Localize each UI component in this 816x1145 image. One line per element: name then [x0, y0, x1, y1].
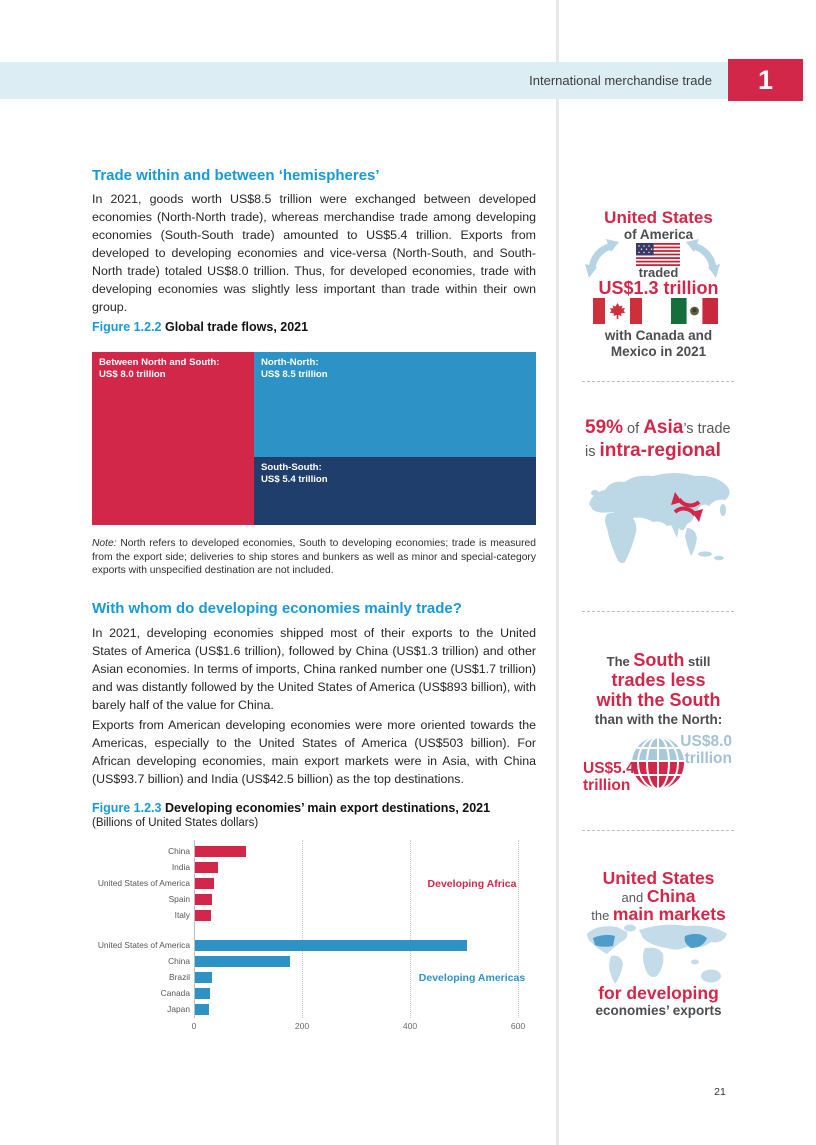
- north-amount-value: US$8.0: [680, 733, 732, 750]
- info2-intra: intra-regional: [599, 440, 721, 461]
- info3-line4: than with the North:: [594, 712, 723, 727]
- bar-category-label: United States of America: [97, 940, 190, 950]
- canada-flag-icon: [593, 298, 642, 324]
- info3-line2: trades less: [611, 670, 706, 690]
- treemap-block-north-north: [254, 352, 536, 457]
- column-divider: [556, 0, 559, 1145]
- treemap-block-north-south: [92, 352, 254, 525]
- bar: [195, 878, 214, 889]
- north-amount-unit: trillion: [684, 750, 732, 767]
- treemap-block-name: Between North and South:: [99, 357, 220, 368]
- bar: [195, 894, 212, 905]
- note-label: Note:: [92, 538, 117, 549]
- note-text: North refers to developed economies, South to developing economies; trade is measured from the export side; deliveries to ship stores and bunkers as well as minor and special-category exports with unspecified destination are not included.: [92, 538, 536, 576]
- x-tick-label: 0: [191, 1021, 197, 1031]
- running-header: International merchandise trade: [529, 73, 712, 88]
- info2-of: of: [623, 421, 644, 437]
- bar-chart-export-destinations: [92, 840, 536, 1036]
- treemap-block-value: US$ 5.4 trillion: [261, 473, 328, 485]
- south-amount-value: US$5.4: [583, 760, 635, 777]
- info2-asia: Asia: [643, 417, 684, 438]
- info1-title-sub: of America: [623, 227, 694, 242]
- info2-pct: 59%: [585, 417, 624, 438]
- info1-caption-line2: Mexico in 2021: [610, 344, 707, 359]
- bar-category-label: Italy: [174, 910, 190, 920]
- figure-123-label: Figure 1.2.3: [92, 801, 162, 815]
- gridline: [302, 840, 303, 1018]
- bar: [195, 940, 467, 951]
- info4-main: main markets: [612, 904, 726, 924]
- info4-line3: [582, 905, 735, 925]
- info3-north-amount: [672, 733, 732, 767]
- info2-is: is: [585, 444, 600, 460]
- bar-group-label: Developing Africa: [427, 878, 517, 890]
- info2-headline: [585, 417, 745, 463]
- section-heading-hemispheres: Trade within and between ‘hemispheres’: [92, 167, 380, 184]
- x-tick-label: 200: [294, 1021, 310, 1031]
- info1-caption-line1: with Canada and: [604, 328, 713, 343]
- info2-trade: ’s trade: [683, 421, 731, 437]
- section2-paragraph2: Exports from American developing economies were more oriented towards the Americas, especially to the United States of America (US$503 billion). For African developing economies, main export markets were in Asia, with China (US$93.7 billion) and India (US$42.5 billion) as the top destinations.: [92, 718, 536, 786]
- info4-the: the: [591, 908, 613, 923]
- bar-category-label: Brazil: [169, 972, 190, 982]
- info4-and: and: [621, 890, 647, 905]
- treemap-block-name: South-South:: [261, 462, 322, 473]
- info4-for: for developing: [598, 983, 719, 1003]
- info4-exports: economies’ exports: [595, 1003, 722, 1018]
- bar-category-label: Canada: [160, 988, 190, 998]
- bar: [195, 972, 212, 983]
- bar-category-label: China: [168, 846, 190, 856]
- bar: [195, 910, 211, 921]
- info3-still: still: [684, 654, 711, 669]
- figure-123-caption: [92, 801, 536, 815]
- bar-category-label: Japan: [167, 1004, 190, 1014]
- mexico-flag-icon: [671, 298, 718, 324]
- south-amount-unit: trillion: [583, 777, 631, 794]
- bar-category-label: Spain: [168, 894, 190, 904]
- section2-paragraph1: In 2021, developing economies shipped most of their exports to the United States of America (US$1.6 trillion), followed by China (US$1.3 trillion) and other Asian economies. In terms of imports, China ranked number one (US$1.7 trillion) and was distantly followed by the United States of America (US$893 billion), with barely half of the value for China.: [92, 626, 536, 712]
- bar: [195, 846, 246, 857]
- figure-122-label: Figure 1.2.2: [92, 320, 162, 334]
- bar-group-label: Developing Americas: [418, 972, 526, 984]
- info1-traded: traded: [638, 265, 679, 280]
- figure-122-note: [92, 537, 536, 578]
- info3-line3: with the South: [596, 690, 721, 710]
- section1-paragraph: In 2021, goods worth US$8.5 trillion were exchanged between developed economies (North-North trade), whereas merchandise trade among developing economies (South-South trade) amounted to US$5.4 trillion. Exports from developed to developing economies and vice-versa (North-South, and South-North trade) totaled US$8.0 trillion. Thus, for developed economies, trade with developing economies was slightly less important than trade within their own group.: [92, 192, 536, 314]
- bar-category-label: India: [171, 862, 190, 872]
- sidebar-separator: [582, 381, 734, 382]
- chapter-number-badge: 1: [728, 59, 803, 101]
- info1-title-red: United States: [604, 208, 713, 227]
- bar-category-label: United States of America: [97, 878, 190, 888]
- world-map: [583, 922, 733, 990]
- bar-category-label: China: [168, 956, 190, 966]
- info3-south-amount: [583, 760, 643, 794]
- info3-headline: [582, 651, 735, 729]
- figure-122-caption: [92, 320, 536, 334]
- figure-123-subtitle: (Billions of United States dollars): [92, 817, 259, 829]
- bar: [195, 956, 290, 967]
- info3-south: South: [633, 650, 685, 670]
- bar: [195, 988, 210, 999]
- page-number: 21: [714, 1086, 726, 1098]
- x-tick-label: 600: [510, 1021, 526, 1031]
- figure-123-title: Developing economies’ main export destinations, 2021: [164, 801, 491, 815]
- bar: [195, 1004, 209, 1015]
- info1-amount: US$1.3 trillion: [598, 278, 719, 298]
- us-flag-icon: [636, 243, 680, 266]
- gridline: [518, 840, 519, 1018]
- sidebar-separator: [582, 611, 734, 612]
- info3-the: The: [606, 654, 634, 669]
- treemap-global-trade-flows: [92, 352, 536, 525]
- info4-us: United States: [602, 868, 715, 888]
- treemap-block-value: US$ 8.5 trillion: [261, 368, 328, 380]
- treemap-block-value: US$ 8.0 trillion: [99, 368, 166, 380]
- sidebar-separator: [582, 830, 734, 831]
- section-heading-developing-trade: With whom do developing economies mainly trade?: [92, 600, 462, 617]
- gridline: [410, 840, 411, 1018]
- eurasia-africa-map: [583, 466, 737, 570]
- bar: [195, 862, 218, 873]
- x-tick-label: 400: [402, 1021, 418, 1031]
- treemap-block-name: North-North:: [261, 357, 319, 368]
- treemap-block-south-south: [254, 457, 536, 525]
- figure-122-title: Global trade flows, 2021: [164, 320, 309, 334]
- info4-china: China: [646, 886, 696, 906]
